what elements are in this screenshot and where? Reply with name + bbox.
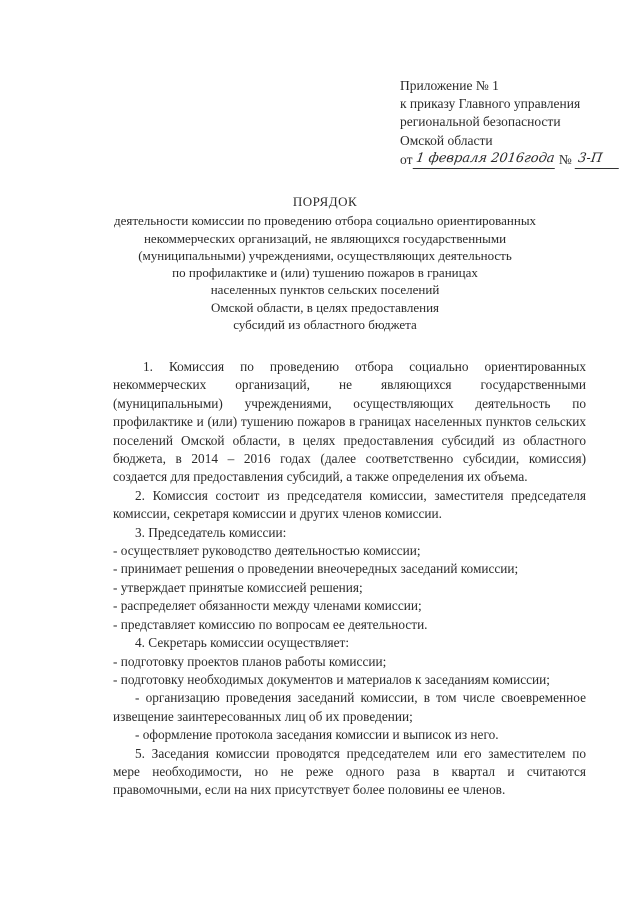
appendix-line-2: к приказу Главного управления	[400, 96, 581, 112]
handwritten-date: 1 февраля 2016года	[413, 150, 558, 169]
appendix-line-4: Омской области	[400, 132, 493, 148]
list-item: - распределяет обязанности между членами комиссии;	[113, 598, 422, 614]
appendix-date-line	[400, 150, 620, 169]
number-sign: №	[558, 151, 572, 167]
document-body	[113, 358, 586, 800]
title-line: субсидий из областного бюджета	[233, 317, 417, 333]
title-line: Омской области, в целях предоставления	[210, 299, 440, 315]
list-item: - оформление протокола заседания комиссии и выписок из него.	[135, 727, 499, 743]
paragraph-3-heading: 3. Председатель комиссии:	[135, 524, 287, 540]
list-item: - принимает решения о проведении внеочередных заседаний комиссии;	[113, 561, 519, 577]
list-item: - подготовку проектов планов работы комиссии;	[113, 653, 387, 669]
paragraph-1: 1. Комиссия по проведению отбора социально ориентированных некоммерческих организаций, не являющихся государственными (муниципальными) учреждениями, осуществляющих деятельность по профилактике и (или) тушению пожаров в границах населенных пунктов сельских поселений Омской области, в целях предоставления субсидий из областного бюджета, в 2014 – 2016 годах (далее соответственно субсидии, комиссия) создается для предоставления субсидий, а также определения их объема.	[113, 359, 586, 485]
appendix-line-1: Приложение № 1	[400, 78, 499, 93]
title-line: по профилактике и (или) тушению пожаров в границах	[172, 265, 478, 281]
title-line: (муниципальными) учреждениями, осуществляющих деятельность	[138, 247, 512, 263]
title-line: деятельности комиссии по проведению отбора социально ориентированных	[113, 213, 537, 229]
date-prefix: от	[400, 151, 413, 167]
list-item: - осуществляет руководство деятельностью комиссии;	[113, 543, 421, 559]
paragraph-2: 2. Комиссия состоит из председателя комиссии, заместителя председателя комиссии, секретаря комиссии и других членов комиссии.	[113, 487, 586, 522]
appendix-line-3: региональной безопасности	[400, 114, 561, 130]
title-heading: ПОРЯДОК	[292, 194, 358, 209]
title-line: населенных пунктов сельских поселений	[210, 282, 440, 298]
list-item: - утверждает принятые комиссией решения;	[113, 579, 363, 595]
list-item: - представляет комиссию по вопросам ее деятельности.	[113, 616, 428, 632]
handwritten-number: 3-П	[574, 150, 621, 169]
paragraph-4-heading: 4. Секретарь комиссии осуществляет:	[135, 635, 350, 651]
list-item: - подготовку необходимых документов и материалов к заседаниям комиссии;	[113, 671, 550, 687]
appendix-header	[400, 77, 620, 169]
paragraph-5: 5. Заседания комиссии проводятся председателем или его заместителем по мере необходимости, но не реже одного раза в квартал и считаются правомочными, если на них присутствует более половины ее членов.	[113, 745, 586, 798]
title-line: некоммерческих организаций, не являющихся государственными	[143, 230, 507, 246]
list-item: - организацию проведения заседаний комиссии, в том числе своевременное извещение заинтересованных лиц об их проведении;	[113, 690, 586, 724]
document-title	[100, 193, 550, 333]
